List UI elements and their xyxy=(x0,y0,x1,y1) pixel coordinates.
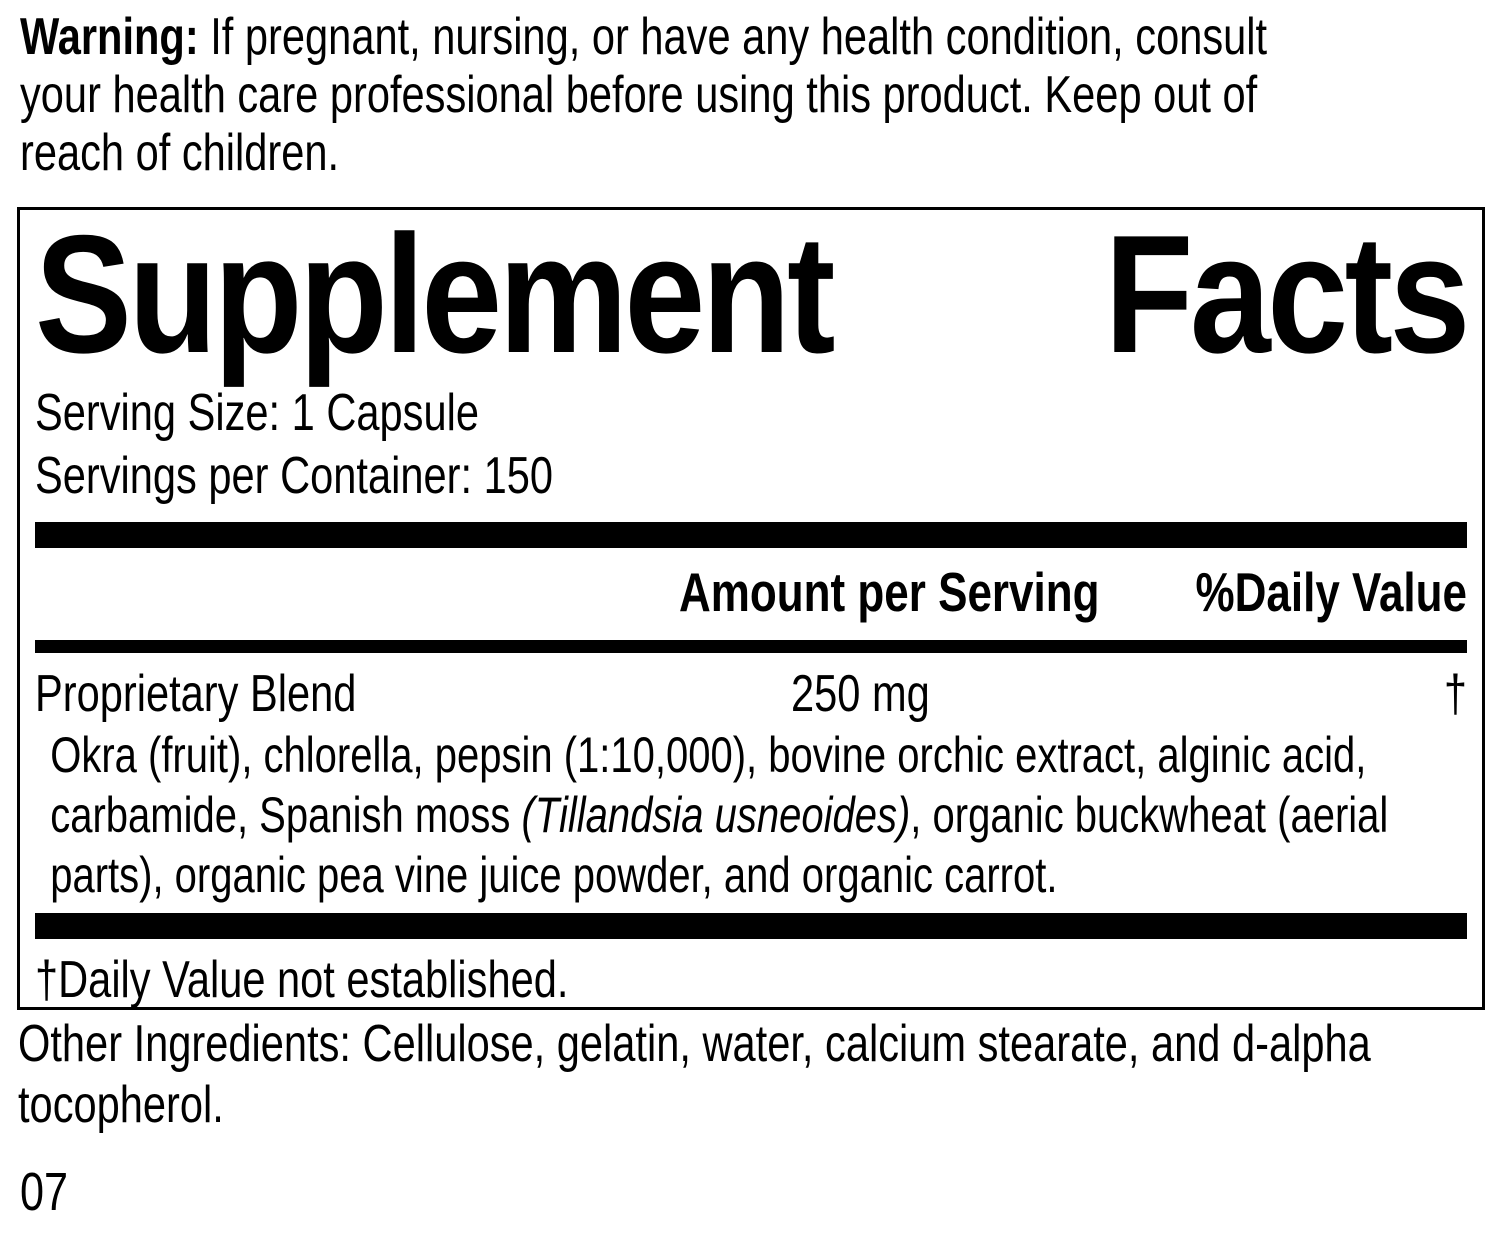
blend-description-line: Okra (fruit), chlorella, pepsin (1:10,000), bovine orchic extract, alginic acid, xyxy=(50,727,1367,783)
amount-per-serving-header: Amount per Serving xyxy=(679,561,1100,623)
daily-value-header: %Daily Value xyxy=(1195,561,1467,623)
divider-thick-top xyxy=(35,522,1467,548)
servings-per-container: Servings per Container: 150 xyxy=(35,447,553,505)
other-ingredients xyxy=(18,1014,1500,1136)
divider-thick-bottom xyxy=(35,913,1467,939)
warning-text xyxy=(20,8,1500,182)
blend-row xyxy=(35,665,1467,723)
blend-amount: 250 mg xyxy=(791,665,930,723)
blend-description-line: parts), organic pea vine juice powder, and organic carrot. xyxy=(50,847,1058,903)
supplement-facts-panel xyxy=(17,200,1485,1010)
blend-description xyxy=(35,725,1482,905)
botanical-name-italic: (Tillandsia usneoides) xyxy=(521,787,911,843)
blend-name: Proprietary Blend xyxy=(35,665,357,723)
divider-thin xyxy=(35,640,1467,653)
panel-title-word-facts: Facts xyxy=(1104,200,1467,388)
other-ingredients-line: tocopherol. xyxy=(18,1076,224,1134)
warning-line-rest: If pregnant, nursing, or have any health condition, consult xyxy=(210,8,1268,66)
daily-value-footnote: †Daily Value not established. xyxy=(35,951,569,1009)
panel-title xyxy=(35,200,1467,388)
other-ingredients-line: Other Ingredients: Cellulose, gelatin, water, calcium stearate, and d-alpha xyxy=(18,1015,1371,1073)
product-code: 07 xyxy=(20,1162,69,1222)
warning-label: Warning: xyxy=(20,8,211,66)
blend-description-line: carbamide, Spanish moss (Tillandsia usneoides), organic buckwheat (aerial xyxy=(50,787,1389,843)
blend-daily-value-dagger: † xyxy=(1443,665,1467,723)
serving-size: Serving Size: 1 Capsule xyxy=(35,384,479,442)
warning-line: reach of children. xyxy=(20,124,340,182)
panel-title-word-supplement: Supplement xyxy=(35,200,833,388)
column-headers xyxy=(35,562,1467,622)
warning-line xyxy=(20,8,1500,66)
warning-line: your health care professional before using this product. Keep out of xyxy=(20,66,1258,124)
